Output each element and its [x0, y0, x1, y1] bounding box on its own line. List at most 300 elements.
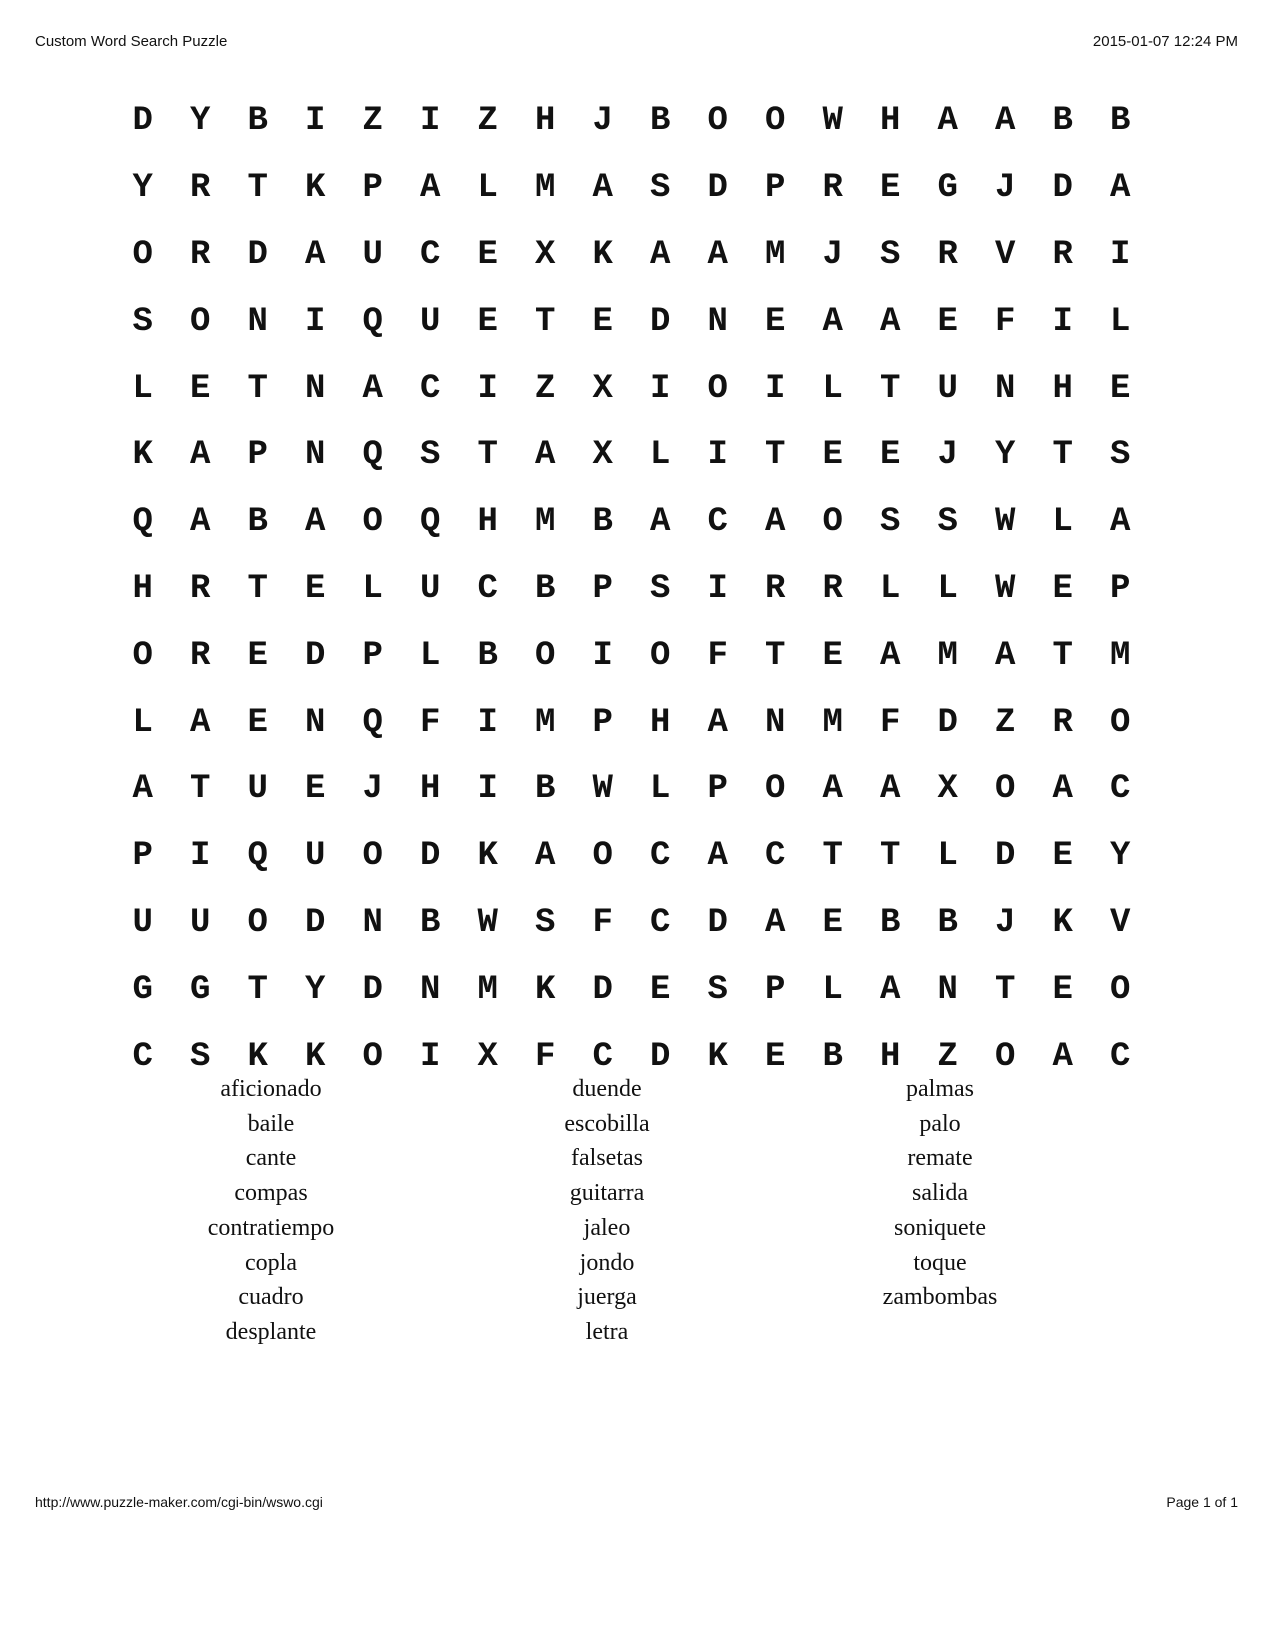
grid-cell-letter: E: [247, 703, 268, 742]
word-list-item: contratiempo: [207, 1214, 335, 1241]
grid-cell-letter: O: [247, 903, 268, 942]
grid-cell-letter: H: [132, 569, 153, 608]
grid-row: [114, 756, 1149, 823]
page-header: [35, 33, 1238, 50]
grid-cell-letter: E: [822, 436, 843, 475]
grid-cell-letter: E: [765, 302, 786, 341]
source-url: http://www.puzzle-maker.com/cgi-bin/wswo.cgi: [35, 1494, 323, 1510]
grid-cell-letter: L: [1110, 302, 1131, 341]
grid-cell-letter: B: [420, 903, 441, 942]
grid-cell-letter: A: [190, 436, 211, 475]
grid-cell-letter: A: [880, 970, 901, 1009]
grid-cell-letter: I: [190, 837, 211, 876]
grid-cell-letter: E: [592, 302, 613, 341]
grid-cell-letter: S: [190, 1037, 211, 1076]
grid-cell-letter: A: [420, 169, 441, 208]
grid-cell-letter: E: [880, 436, 901, 475]
word-list-item: remate: [907, 1145, 973, 1172]
grid-cell-letter: D: [650, 302, 671, 341]
grid-cell-letter: K: [305, 169, 326, 208]
grid-cell-letter: E: [765, 1037, 786, 1076]
grid-cell-letter: R: [190, 636, 211, 675]
grid-row: [114, 956, 1149, 1023]
grid-cell-letter: R: [1052, 703, 1073, 742]
grid-cell-letter: H: [477, 503, 498, 542]
grid-cell-letter: L: [650, 436, 671, 475]
grid-cell-letter: L: [937, 569, 958, 608]
grid-cell-letter: D: [362, 970, 383, 1009]
grid-cell-letter: S: [650, 169, 671, 208]
grid-cell-letter: F: [535, 1037, 556, 1076]
grid-cell-letter: W: [995, 569, 1016, 608]
word-list-item: duende: [572, 1076, 642, 1102]
grid-cell-letter: L: [880, 569, 901, 608]
grid-cell-letter: T: [765, 636, 786, 675]
grid-cell-letter: A: [362, 369, 383, 408]
grid-cell-letter: D: [937, 703, 958, 742]
page-indicator: Page 1 of 1: [1166, 1494, 1238, 1510]
grid-cell-letter: B: [247, 503, 268, 542]
grid-cell-letter: A: [592, 169, 613, 208]
grid-cell-letter: T: [247, 970, 268, 1009]
grid-cell-letter: D: [995, 837, 1016, 876]
grid-cell-letter: F: [995, 302, 1016, 341]
grid-cell-letter: W: [477, 903, 498, 942]
grid-cell-letter: U: [420, 302, 441, 341]
grid-cell-letter: D: [592, 970, 613, 1009]
grid-cell-letter: E: [477, 302, 498, 341]
grid-cell-letter: M: [535, 503, 556, 542]
grid-cell-letter: C: [650, 903, 671, 942]
grid-cell-letter: C: [420, 369, 441, 408]
grid-cell-letter: Y: [1110, 837, 1131, 876]
grid-cell-letter: L: [132, 369, 153, 408]
word-list-item: jaleo: [583, 1214, 631, 1241]
grid-cell-letter: A: [880, 302, 901, 341]
grid-cell-letter: L: [650, 770, 671, 809]
grid-cell-letter: L: [1052, 503, 1073, 542]
grid-cell-letter: I: [420, 102, 441, 141]
word-list-item: salida: [912, 1180, 968, 1207]
grid-cell-letter: H: [420, 770, 441, 809]
grid-cell-letter: E: [1052, 970, 1073, 1009]
grid-cell-letter: A: [132, 770, 153, 809]
grid-cell-letter: Z: [937, 1037, 958, 1076]
grid-cell-letter: R: [765, 569, 786, 608]
grid-cell-letter: K: [535, 970, 556, 1009]
grid-cell-letter: P: [765, 169, 786, 208]
grid-cell-letter: E: [937, 302, 958, 341]
grid-cell-letter: L: [132, 703, 153, 742]
grid-cell-letter: W: [822, 102, 843, 141]
word-list-item: toque: [913, 1249, 967, 1276]
grid-cell-letter: P: [247, 436, 268, 475]
grid-cell-letter: R: [937, 235, 958, 274]
word-list-item: palo: [919, 1110, 961, 1137]
grid-cell-letter: N: [305, 369, 326, 408]
grid-cell-letter: A: [650, 503, 671, 542]
grid-cell-letter: E: [822, 903, 843, 942]
grid-cell-letter: L: [362, 569, 383, 608]
grid-cell-letter: D: [132, 102, 153, 141]
grid-cell-letter: H: [1052, 369, 1073, 408]
grid-cell-letter: P: [362, 636, 383, 675]
page-footer: [35, 1494, 1238, 1510]
grid-cell-letter: D: [305, 636, 326, 675]
grid-cell-letter: S: [1110, 436, 1131, 475]
grid-cell-letter: E: [822, 636, 843, 675]
grid-cell-letter: I: [477, 770, 498, 809]
grid-cell-letter: R: [190, 569, 211, 608]
grid-cell-letter: A: [765, 503, 786, 542]
grid-cell-letter: P: [707, 770, 728, 809]
grid-cell-letter: O: [707, 102, 728, 141]
grid-cell-letter: A: [190, 703, 211, 742]
grid-cell-letter: Q: [362, 302, 383, 341]
grid-cell-letter: N: [995, 369, 1016, 408]
grid-cell-letter: A: [995, 636, 1016, 675]
word-list-item: letra: [585, 1318, 629, 1345]
grid-cell-letter: D: [247, 235, 268, 274]
grid-cell-letter: G: [132, 970, 153, 1009]
grid-cell-letter: E: [477, 235, 498, 274]
grid-cell-letter: B: [880, 903, 901, 942]
grid-cell-letter: A: [190, 503, 211, 542]
grid-cell-letter: D: [707, 169, 728, 208]
grid-cell-letter: B: [592, 503, 613, 542]
grid-cell-letter: Z: [477, 102, 498, 141]
grid-cell-letter: I: [650, 369, 671, 408]
grid-cell-letter: O: [1110, 703, 1131, 742]
grid-cell-letter: E: [190, 369, 211, 408]
grid-cell-letter: C: [592, 1037, 613, 1076]
grid-cell-letter: V: [1110, 903, 1131, 942]
grid-cell-letter: T: [995, 970, 1016, 1009]
grid-cell-letter: I: [765, 369, 786, 408]
grid-cell-letter: D: [305, 903, 326, 942]
grid-cell-letter: A: [650, 235, 671, 274]
grid-cell-letter: C: [650, 837, 671, 876]
grid-cell-letter: K: [707, 1037, 728, 1076]
grid-cell-letter: Z: [535, 369, 556, 408]
grid-cell-letter: B: [822, 1037, 843, 1076]
grid-cell-letter: N: [305, 703, 326, 742]
word-list-item: copla: [245, 1249, 297, 1276]
grid-cell-letter: N: [937, 970, 958, 1009]
grid-cell-letter: A: [707, 235, 728, 274]
page-title: Custom Word Search Puzzle: [35, 33, 228, 50]
word-list-column-3: [790, 1072, 1090, 1315]
grid-row: [114, 556, 1149, 623]
grid-cell-letter: U: [190, 903, 211, 942]
grid-cell-letter: J: [937, 436, 958, 475]
grid-cell-letter: F: [880, 703, 901, 742]
grid-cell-letter: M: [1110, 636, 1131, 675]
word-list-item: palmas: [906, 1076, 974, 1102]
grid-cell-letter: P: [362, 169, 383, 208]
grid-cell-letter: A: [1110, 169, 1131, 208]
grid-cell-letter: M: [937, 636, 958, 675]
grid-cell-letter: O: [822, 503, 843, 542]
grid-cell-letter: E: [305, 770, 326, 809]
grid-cell-letter: O: [362, 503, 383, 542]
grid-cell-letter: I: [1110, 235, 1131, 274]
grid-cell-letter: P: [765, 970, 786, 1009]
grid-cell-letter: O: [535, 636, 556, 675]
grid-cell-letter: Y: [995, 436, 1016, 475]
word-list-item: compas: [234, 1180, 308, 1207]
grid-cell-letter: D: [1052, 169, 1073, 208]
grid-cell-letter: W: [592, 770, 613, 809]
grid-cell-letter: W: [995, 503, 1016, 542]
grid-row: [114, 222, 1149, 289]
grid-cell-letter: L: [477, 169, 498, 208]
grid-cell-letter: B: [1110, 102, 1131, 141]
grid-cell-letter: T: [880, 369, 901, 408]
grid-cell-letter: A: [995, 102, 1016, 141]
grid-cell-letter: A: [305, 235, 326, 274]
grid-cell-letter: F: [592, 903, 613, 942]
grid-cell-letter: T: [1052, 636, 1073, 675]
grid-cell-letter: H: [880, 102, 901, 141]
grid-cell-letter: I: [305, 102, 326, 141]
grid-cell-letter: I: [707, 569, 728, 608]
grid-cell-letter: P: [592, 703, 613, 742]
grid-cell-letter: O: [362, 1037, 383, 1076]
grid-cell-letter: A: [822, 770, 843, 809]
grid-cell-letter: I: [305, 302, 326, 341]
grid-cell-letter: K: [477, 837, 498, 876]
grid-cell-letter: U: [247, 770, 268, 809]
grid-row: [114, 890, 1149, 957]
word-list-item: zambombas: [882, 1284, 998, 1311]
grid-cell-letter: K: [247, 1037, 268, 1076]
grid-cell-letter: Z: [362, 102, 383, 141]
grid-cell-letter: E: [247, 636, 268, 675]
grid-cell-letter: O: [995, 1037, 1016, 1076]
grid-cell-letter: Q: [362, 436, 383, 475]
grid-cell-letter: A: [822, 302, 843, 341]
grid-cell-letter: U: [937, 369, 958, 408]
grid-cell-letter: O: [650, 636, 671, 675]
grid-cell-letter: I: [477, 703, 498, 742]
grid-cell-letter: F: [420, 703, 441, 742]
grid-cell-letter: M: [535, 169, 556, 208]
grid-cell-letter: A: [535, 436, 556, 475]
grid-cell-letter: D: [420, 837, 441, 876]
word-list-item: guitarra: [569, 1180, 645, 1207]
grid-cell-letter: O: [995, 770, 1016, 809]
grid-cell-letter: L: [822, 970, 843, 1009]
grid-cell-letter: M: [822, 703, 843, 742]
grid-cell-letter: A: [707, 703, 728, 742]
grid-cell-letter: S: [535, 903, 556, 942]
grid-row: [114, 422, 1149, 489]
grid-cell-letter: H: [535, 102, 556, 141]
word-list-item: falsetas: [571, 1145, 643, 1172]
grid-cell-letter: T: [880, 837, 901, 876]
grid-cell-letter: K: [1052, 903, 1073, 942]
word-list-item: baile: [247, 1110, 295, 1137]
grid-cell-letter: B: [477, 636, 498, 675]
grid-cell-letter: N: [247, 302, 268, 341]
grid-cell-letter: T: [822, 837, 843, 876]
grid-cell-letter: J: [995, 169, 1016, 208]
grid-cell-letter: O: [765, 102, 786, 141]
word-search-grid: [114, 88, 1149, 1090]
grid-cell-letter: T: [247, 569, 268, 608]
grid-cell-letter: E: [1052, 569, 1073, 608]
grid-row: [114, 489, 1149, 556]
grid-cell-letter: S: [707, 970, 728, 1009]
grid-cell-letter: I: [707, 436, 728, 475]
grid-cell-letter: R: [1052, 235, 1073, 274]
grid-row: [114, 823, 1149, 890]
grid-cell-letter: U: [420, 569, 441, 608]
grid-cell-letter: N: [362, 903, 383, 942]
grid-cell-letter: P: [132, 837, 153, 876]
grid-cell-letter: N: [305, 436, 326, 475]
grid-cell-letter: R: [822, 569, 843, 608]
grid-cell-letter: L: [420, 636, 441, 675]
grid-cell-letter: D: [650, 1037, 671, 1076]
grid-cell-letter: J: [822, 235, 843, 274]
grid-cell-letter: B: [650, 102, 671, 141]
grid-cell-letter: N: [707, 302, 728, 341]
word-list-item: cante: [245, 1145, 297, 1172]
grid-cell-letter: Z: [995, 703, 1016, 742]
word-list-item: juerga: [577, 1284, 637, 1311]
grid-cell-letter: X: [477, 1037, 498, 1076]
grid-cell-letter: M: [765, 235, 786, 274]
grid-cell-letter: A: [880, 770, 901, 809]
grid-row: [114, 88, 1149, 155]
grid-cell-letter: L: [937, 837, 958, 876]
grid-cell-letter: G: [190, 970, 211, 1009]
grid-cell-letter: L: [822, 369, 843, 408]
grid-cell-letter: C: [477, 569, 498, 608]
grid-cell-letter: J: [995, 903, 1016, 942]
grid-cell-letter: U: [132, 903, 153, 942]
grid-cell-letter: E: [1110, 369, 1131, 408]
grid-cell-letter: O: [592, 837, 613, 876]
grid-cell-letter: M: [535, 703, 556, 742]
grid-cell-letter: A: [880, 636, 901, 675]
grid-cell-letter: K: [132, 436, 153, 475]
word-list-item: cuadro: [238, 1284, 304, 1311]
grid-cell-letter: O: [190, 302, 211, 341]
word-list-column-1: [121, 1072, 421, 1350]
grid-cell-letter: B: [535, 770, 556, 809]
grid-cell-letter: B: [247, 102, 268, 141]
grid-cell-letter: X: [535, 235, 556, 274]
grid-cell-letter: O: [362, 837, 383, 876]
grid-cell-letter: P: [1110, 569, 1131, 608]
grid-cell-letter: I: [1052, 302, 1073, 341]
grid-cell-letter: S: [650, 569, 671, 608]
grid-cell-letter: Q: [247, 837, 268, 876]
grid-cell-letter: S: [132, 302, 153, 341]
grid-cell-letter: I: [420, 1037, 441, 1076]
grid-cell-letter: C: [420, 235, 441, 274]
grid-cell-letter: U: [305, 837, 326, 876]
grid-cell-letter: F: [707, 636, 728, 675]
grid-cell-letter: C: [707, 503, 728, 542]
word-list-column-2: [457, 1072, 757, 1350]
grid-row: [114, 689, 1149, 756]
grid-cell-letter: T: [247, 169, 268, 208]
grid-cell-letter: C: [1110, 770, 1131, 809]
grid-cell-letter: H: [880, 1037, 901, 1076]
word-list-item: aficionado: [220, 1076, 322, 1102]
grid-cell-letter: R: [190, 169, 211, 208]
grid-row: [114, 155, 1149, 222]
grid-cell-letter: I: [592, 636, 613, 675]
grid-cell-letter: S: [937, 503, 958, 542]
grid-cell-letter: G: [937, 169, 958, 208]
grid-cell-letter: P: [592, 569, 613, 608]
grid-cell-letter: J: [362, 770, 383, 809]
grid-cell-letter: E: [650, 970, 671, 1009]
grid-cell-letter: T: [535, 302, 556, 341]
grid-cell-letter: O: [765, 770, 786, 809]
grid-cell-letter: A: [1052, 770, 1073, 809]
word-list-item: soniquete: [894, 1214, 986, 1241]
grid-cell-letter: E: [880, 169, 901, 208]
grid-cell-letter: S: [880, 503, 901, 542]
grid-cell-letter: O: [1110, 970, 1131, 1009]
grid-cell-letter: U: [362, 235, 383, 274]
grid-cell-letter: C: [132, 1037, 153, 1076]
grid-cell-letter: C: [765, 837, 786, 876]
grid-cell-letter: B: [535, 569, 556, 608]
grid-cell-letter: M: [477, 970, 498, 1009]
grid-cell-letter: R: [822, 169, 843, 208]
grid-row: [114, 355, 1149, 422]
word-list-item: desplante: [225, 1318, 317, 1345]
grid-cell-letter: Y: [305, 970, 326, 1009]
grid-cell-letter: A: [937, 102, 958, 141]
grid-row: [114, 622, 1149, 689]
grid-cell-letter: T: [765, 436, 786, 475]
grid-cell-letter: A: [1052, 1037, 1073, 1076]
grid-cell-letter: T: [190, 770, 211, 809]
grid-cell-letter: D: [707, 903, 728, 942]
grid-cell-letter: O: [132, 235, 153, 274]
grid-cell-letter: B: [1052, 102, 1073, 141]
grid-cell-letter: J: [592, 102, 613, 141]
grid-cell-letter: N: [420, 970, 441, 1009]
grid-cell-letter: Y: [190, 102, 211, 141]
grid-cell-letter: C: [1110, 1037, 1131, 1076]
grid-cell-letter: T: [1052, 436, 1073, 475]
grid-cell-letter: Q: [362, 703, 383, 742]
grid-cell-letter: I: [477, 369, 498, 408]
grid-cell-letter: A: [535, 837, 556, 876]
grid-cell-letter: A: [765, 903, 786, 942]
grid-cell-letter: X: [937, 770, 958, 809]
timestamp: 2015-01-07 12:24 PM: [1092, 33, 1238, 50]
grid-cell-letter: E: [305, 569, 326, 608]
grid-cell-letter: S: [420, 436, 441, 475]
grid-cell-letter: A: [305, 503, 326, 542]
grid-cell-letter: V: [995, 235, 1016, 274]
grid-cell-letter: X: [592, 369, 613, 408]
grid-cell-letter: K: [305, 1037, 326, 1076]
grid-cell-letter: Q: [420, 503, 441, 542]
grid-cell-letter: S: [880, 235, 901, 274]
grid-cell-letter: T: [477, 436, 498, 475]
